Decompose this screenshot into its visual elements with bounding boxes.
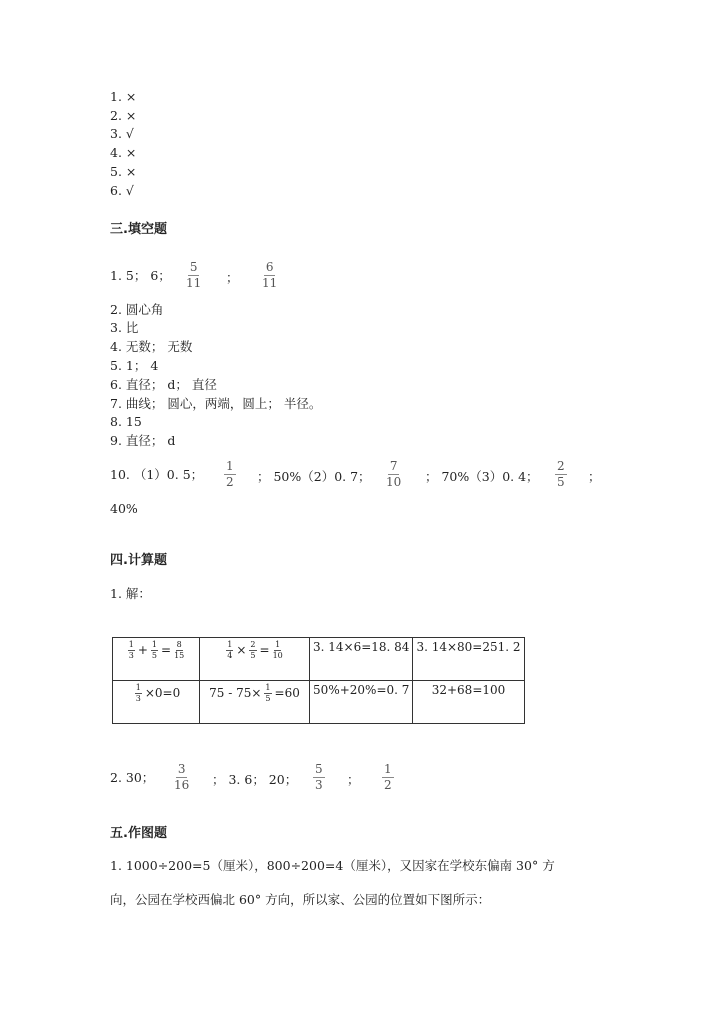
numerator: 1 — [226, 459, 234, 473]
table-cell — [200, 638, 310, 681]
separator: ； — [347, 772, 360, 787]
fill-q10-part: ； 50%（2）0. 7； — [257, 469, 371, 484]
fill-answer: 9. 直径； d — [110, 433, 176, 448]
operator: × — [236, 643, 247, 657]
fill-q10-part: ； 70%（3）0. 4； — [425, 469, 539, 484]
section-heading-calc: 四.计算题 — [110, 553, 167, 568]
fill-q1: 1. 5； 6； — [110, 268, 171, 283]
fill-answer: 6. 直径； d； 直径 — [110, 377, 217, 392]
table-cell — [113, 681, 200, 724]
denominator: 4 — [227, 651, 233, 660]
section-heading-drawing: 五.作图题 — [110, 826, 167, 841]
separator: ； — [588, 469, 601, 484]
table-cell: 32+68=100 — [413, 681, 524, 724]
fraction — [174, 762, 189, 793]
fill-answer: 8. 15 — [110, 414, 142, 429]
denominator: 2 — [226, 475, 234, 489]
fill-answer: 3. 比 — [110, 320, 139, 335]
denominator: 15 — [174, 651, 185, 660]
denominator: 10 — [386, 475, 402, 489]
numerator: 7 — [389, 459, 398, 473]
fraction — [382, 762, 394, 793]
denominator: 3 — [128, 651, 134, 660]
table-cell — [200, 681, 310, 724]
fraction — [249, 640, 256, 661]
fraction — [135, 683, 142, 704]
numerator: 1 — [135, 683, 141, 692]
fraction — [226, 640, 233, 661]
fill-answer: 5. 1； 4 — [110, 358, 159, 373]
numerator: 5 — [189, 260, 198, 274]
table-cell: 50%+20%=0. 7 — [310, 681, 413, 724]
judge-answer: 2. × — [110, 108, 137, 123]
denominator: 5 — [250, 651, 256, 660]
fraction — [313, 762, 325, 793]
expression: ×0=0 — [144, 686, 181, 700]
denominator: 2 — [384, 778, 392, 792]
numerator: 1 — [128, 640, 134, 649]
fraction — [386, 459, 401, 490]
numerator: 2 — [250, 640, 256, 649]
calc-q1: 1. 解： — [110, 586, 151, 601]
calc-table — [112, 637, 525, 724]
expression: =60 — [274, 686, 300, 700]
table-cell — [113, 638, 200, 681]
table-cell: 3. 14×80=251. 2 — [413, 638, 524, 681]
fraction — [174, 640, 184, 661]
numerator: 3 — [177, 762, 186, 776]
numerator: 8 — [176, 640, 182, 649]
denominator: 3 — [135, 694, 141, 703]
numerator: 6 — [265, 260, 274, 274]
denominator: 16 — [174, 778, 190, 792]
denominator: 5 — [557, 475, 565, 489]
judge-answer: 4. × — [110, 145, 137, 160]
denominator: 11 — [186, 276, 202, 290]
table-cell: 3. 14×6=18. 84 — [310, 638, 413, 681]
fill-q10-end: 40% — [110, 501, 138, 516]
fraction — [264, 683, 271, 704]
separator: ； — [226, 270, 239, 285]
fraction — [262, 260, 277, 291]
fill-answer: 4. 无数； 无数 — [110, 339, 193, 354]
fraction — [273, 640, 283, 661]
denominator: 11 — [262, 276, 278, 290]
numerator: 1 — [227, 640, 233, 649]
numerator: 2 — [557, 459, 565, 473]
fraction — [555, 459, 567, 490]
fraction — [224, 459, 236, 490]
fraction — [186, 260, 201, 291]
judge-answer: 1. × — [110, 89, 137, 104]
denominator: 10 — [272, 651, 283, 660]
fill-answer: 2. 圆心角 — [110, 302, 164, 317]
expression: 75 - 75× — [209, 686, 262, 700]
drawing-q1-line2: 向，公园在学校西偏北 60° 方向，所以家、公园的位置如下图所示： — [110, 892, 491, 907]
fraction — [151, 640, 158, 661]
numerator: 1 — [151, 640, 157, 649]
fill-answer: 7. 曲线； 圆心，两端，圆上； 半径。 — [110, 396, 322, 411]
equals: = — [259, 643, 270, 657]
numerator: 5 — [315, 762, 323, 776]
equals: = — [161, 643, 172, 657]
calc-q2-part: ； 3. 6； 20； — [212, 772, 298, 787]
operator: + — [137, 643, 148, 657]
fraction — [128, 640, 135, 661]
numerator: 1 — [384, 762, 392, 776]
drawing-q1-line1: 1. 1000÷200=5（厘米），800÷200=4（厘米），又因家在学校东偏南 30° 方 — [110, 858, 555, 873]
denominator: 5 — [151, 651, 157, 660]
judge-answer: 3. √ — [110, 126, 134, 141]
denominator: 3 — [315, 778, 323, 792]
fill-q10: 10. （1）0. 5； — [110, 467, 204, 482]
numerator: 1 — [275, 640, 281, 649]
judge-answer: 6. √ — [110, 183, 134, 198]
denominator: 5 — [265, 694, 271, 703]
calc-q2: 2. 30； — [110, 770, 155, 785]
judge-answer: 5. × — [110, 164, 137, 179]
section-heading-fill: 三.填空题 — [110, 222, 167, 237]
numerator: 1 — [265, 683, 271, 692]
